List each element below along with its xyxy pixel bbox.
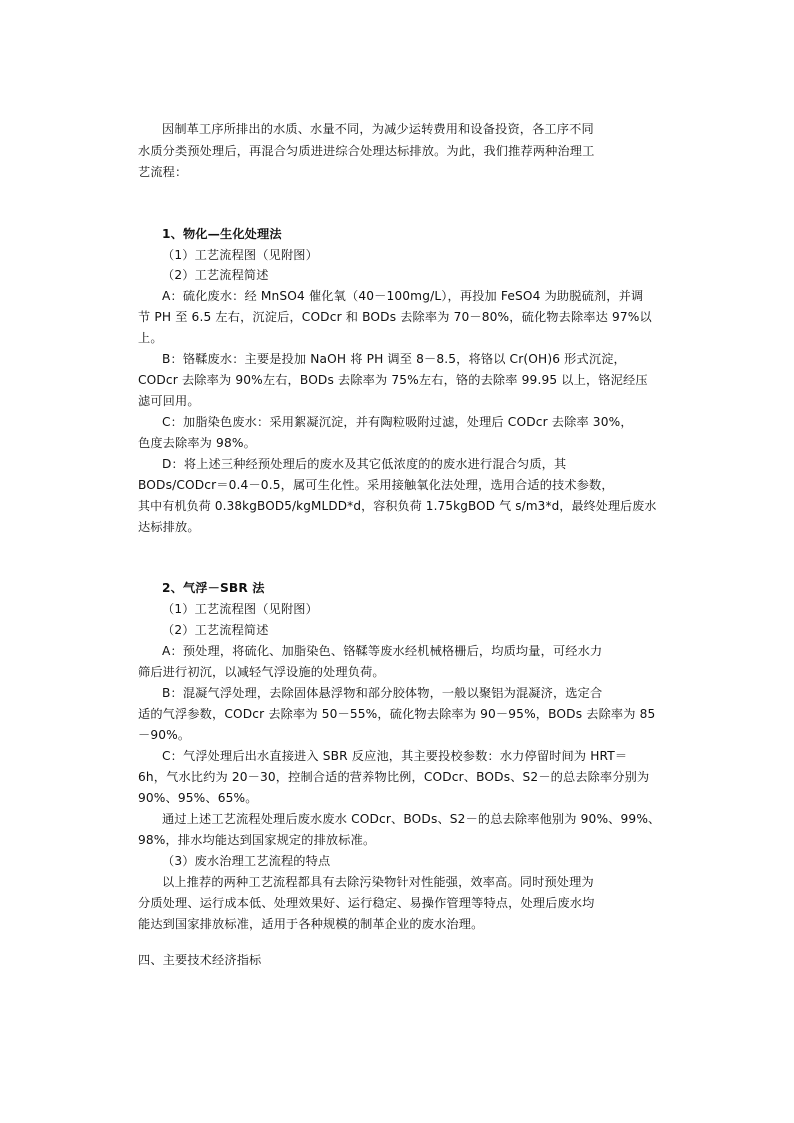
section1-heading: 1、物化—生化处理法 [162, 227, 282, 241]
section2-item1: （1）工艺流程图（见附图） [162, 602, 318, 616]
section1-paraC-line: C：加脂染色废水：采用絮凝沉淀，并有陶粒吸附过滤，处理后 CODcr 去除率 30%， [162, 415, 633, 429]
section1-paraA-line: A：硫化废水：经 MnSO4 催化氧（40－100mg/L），再投加 FeSO4 为助脱硫剂，并调 [162, 289, 644, 303]
section1-paraB-line: CODcr 去除率为 90%左右，BODs 去除率为 75%左右，铬的去除率 99.95 以上，铬泥经压 [138, 373, 648, 387]
section2-paraB-line: －90%。 [138, 728, 191, 742]
section1-paraC-line: 色度去除率为 98%。 [138, 436, 256, 450]
section1-paraB-line: 滤可回用。 [138, 394, 200, 408]
section1-item2: （2）工艺流程简述 [162, 268, 269, 282]
section2-item2: （2）工艺流程简述 [162, 623, 269, 637]
section1-paraD-line: 达标排放。 [138, 520, 200, 534]
section2-paraC-line: C：气浮处理后出水直接进入 SBR 反应池，其主要投校参数：水力停留时间为 HRT＝ [162, 749, 628, 763]
section4-heading: 四、主要技术经济指标 [138, 953, 262, 967]
section2-heading: 2、气浮－SBR 法 [162, 581, 265, 595]
section2-paraA-line: 筛后进行初沉，以减轻气浮设施的处理负荷。 [138, 665, 385, 679]
section1-paraA-line: 上。 [138, 331, 163, 345]
section1-paraD-line: D：将上述三种经预处理后的废水及其它低浓度的的废水进行混合匀质，其 [162, 457, 567, 471]
section2-features-line: 以上推荐的两种工艺流程都具有去除污染物针对性能强，效率高。同时预处理为 [162, 875, 594, 889]
intro-line: 水质分类预处理后，再混合匀质进进综合处理达标排放。为此，我们推荐两种治理工 [138, 144, 595, 158]
section1-paraD-line: BODs/CODcr＝0.4－0.5，属可生化性。采用接触氧化法处理，选用合适的技术参数， [138, 478, 614, 492]
section2-summary-line: 通过上述工艺流程处理后废水废水 CODcr、BODs、S2－的总去除率他别为 90%、99%、 [162, 812, 661, 826]
section2-features-line: 分质处理、运行成本低、处理效果好、运行稳定、易操作管理等特点，处理后废水均 [138, 896, 595, 910]
section2-paraC-line: 6h，气水比约为 20－30，控制合适的营养物比例，CODcr、BODs、S2－的总去除率分别为 [138, 770, 650, 784]
section1-paraB-line: B：铬鞣废水：主要是投加 NaOH 将 PH 调至 8－8.5，将铬以 Cr(OH)6 形式沉淀， [162, 352, 626, 366]
section1-paraD-line: 其中有机负荷 0.38kgBOD5/kgMLDD*d，容积负荷 1.75kgBOD 气 s/m3*d，最终处理后废水 [138, 499, 657, 513]
intro-line: 因制革工序所排出的水质、水量不同，为减少运转费用和设备投资，各工序不同 [162, 122, 594, 136]
section2-features-line: 能达到国家排放标准，适用于各种规模的制革企业的废水治理。 [138, 917, 484, 931]
section2-paraB-line: B：混凝气浮处理，去除固体悬浮物和部分胶体物，一般以聚铝为混凝济，选定合 [162, 686, 603, 700]
section1-paraA-line: 节 PH 至 6.5 左右，沉淀后，CODcr 和 BODs 去除率为 70－80%，硫化物去除率达 97%以 [138, 310, 652, 324]
section1-item1: （1）工艺流程图（见附图） [162, 248, 318, 262]
intro-line: 艺流程： [138, 165, 188, 179]
section2-summary-line: 98%，排水均能达到国家规定的排放标准。 [138, 833, 376, 847]
section2-item3: （3）废水治理工艺流程的特点 [162, 854, 331, 868]
section2-paraA-line: A：预处理，将硫化、加脂染色、铬鞣等废水经机械格栅后，均质均量，可经水力 [162, 644, 603, 658]
section2-paraB-line: 适的气浮参数，CODcr 去除率为 50－55%，硫化物去除率为 90－95%，BODs 去除率为 85 [138, 707, 656, 721]
section2-paraC-line: 90%、95%、65%。 [138, 791, 258, 805]
